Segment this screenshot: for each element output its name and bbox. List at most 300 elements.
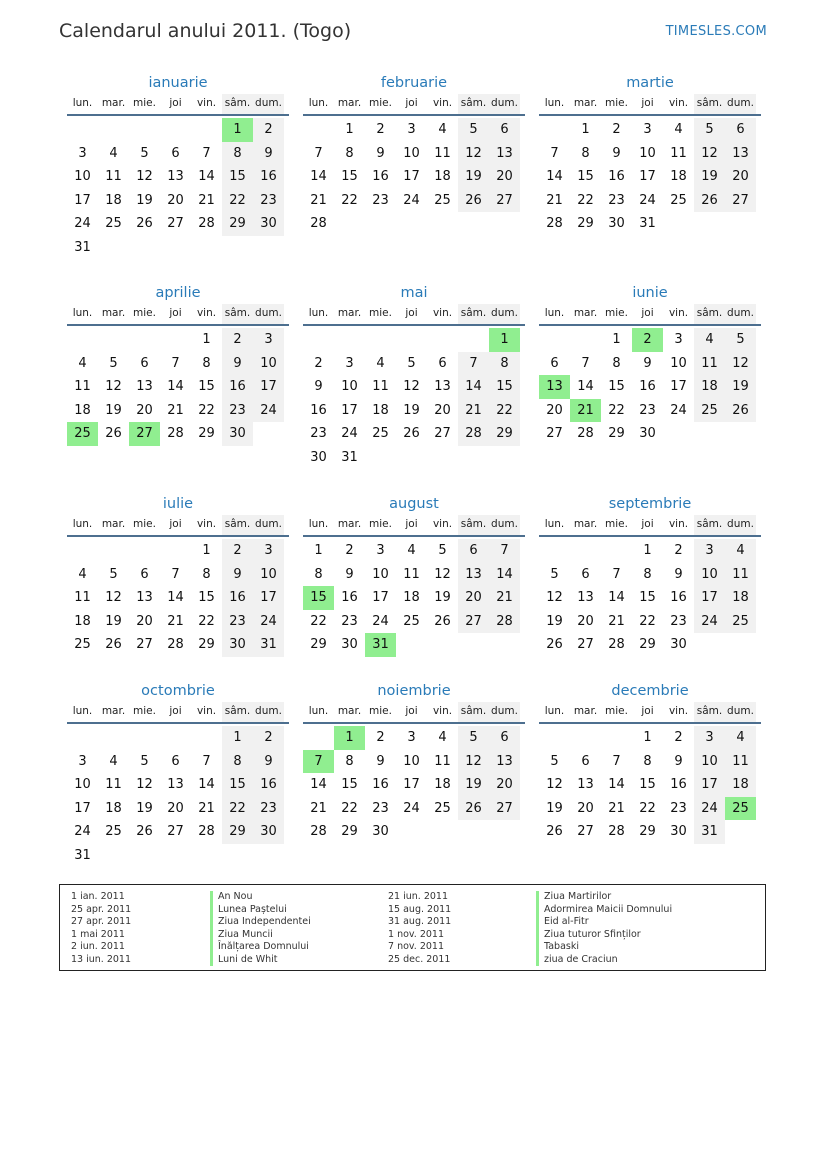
empty-cell xyxy=(539,118,570,142)
weekday-label: vin. xyxy=(196,307,217,319)
day-cell: 23 xyxy=(372,800,389,816)
weekday-label: lun. xyxy=(308,307,329,319)
day-cell: 28 xyxy=(458,422,489,446)
day-cell: 22 xyxy=(341,192,358,208)
day-cell: 5 xyxy=(550,753,559,769)
day-cell: 26 xyxy=(725,399,756,423)
day-cell: 8 xyxy=(643,753,652,769)
weekday-header xyxy=(303,94,525,116)
week-row xyxy=(303,399,525,423)
day-cell: 16 xyxy=(310,402,327,418)
weekday-label: vin. xyxy=(432,97,453,109)
day-cell: 28 xyxy=(577,426,594,442)
legend-names-right xyxy=(536,891,672,966)
day-cell: 15 xyxy=(198,590,215,606)
day-cell: 26 xyxy=(458,189,489,213)
day-cell: 15 xyxy=(341,777,358,793)
weekday-label: sâm. xyxy=(222,304,253,324)
week-row xyxy=(303,446,525,470)
week-row xyxy=(67,844,289,868)
day-cell: 27 xyxy=(577,637,594,653)
day-cell: 8 xyxy=(612,355,621,371)
empty-cell xyxy=(98,844,129,868)
day-cell: 30 xyxy=(670,824,687,840)
legend-date: 2 iun. 2011 xyxy=(71,941,125,952)
month-name: mai xyxy=(400,285,428,301)
legend-holiday-name: Înălțarea Domnului xyxy=(210,941,311,954)
month-august xyxy=(303,493,525,657)
day-cell: 10 xyxy=(253,563,284,587)
week-row xyxy=(539,633,761,657)
day-cell: 2 xyxy=(222,328,253,352)
empty-cell xyxy=(253,422,284,446)
day-cell: 29 xyxy=(608,426,625,442)
week-row xyxy=(303,633,525,657)
weekday-label: mar. xyxy=(101,705,126,717)
month-name: octombrie xyxy=(141,683,215,699)
week-row xyxy=(67,189,289,213)
weekday-label: sâm. xyxy=(222,515,253,535)
weekday-header xyxy=(539,304,761,326)
page-title: Calendarul anului 2011. (Togo) xyxy=(59,20,352,42)
day-cell: 9 xyxy=(253,750,284,774)
legend-date: 25 dec. 2011 xyxy=(388,953,451,965)
day-cell: 30 xyxy=(222,422,253,446)
day-cell: 22 xyxy=(198,613,215,629)
empty-cell xyxy=(396,328,427,352)
week-row xyxy=(67,212,289,236)
day-cell: 3 xyxy=(643,122,652,137)
day-cell: 10 xyxy=(694,563,725,587)
week-row xyxy=(303,328,525,352)
day-cell: 28 xyxy=(546,216,563,232)
day-cell: 19 xyxy=(546,800,563,816)
weekday-label: lun. xyxy=(308,705,329,717)
day-cell: 16 xyxy=(341,590,358,606)
day-cell: 24 xyxy=(74,216,91,232)
day-cell: 18 xyxy=(434,777,451,793)
empty-cell xyxy=(253,844,284,868)
day-cell: 16 xyxy=(639,379,656,395)
weekday-label: vin. xyxy=(196,705,217,717)
day-cell: 29 xyxy=(489,422,520,446)
day-cell: 12 xyxy=(458,750,489,774)
empty-cell xyxy=(601,726,632,750)
day-cell: 21 xyxy=(310,192,327,208)
day-cell: 23 xyxy=(639,402,656,418)
day-cell: 12 xyxy=(694,142,725,166)
week-row xyxy=(67,586,289,610)
day-cell: 20 xyxy=(167,192,184,208)
day-cell: 19 xyxy=(546,613,563,629)
empty-cell xyxy=(725,820,756,844)
weekday-label: sâm. xyxy=(694,94,725,114)
day-cell: 6 xyxy=(489,726,520,750)
weekday-header xyxy=(303,702,525,724)
month-name: august xyxy=(389,496,439,512)
empty-cell xyxy=(396,446,427,470)
week-row xyxy=(67,352,289,376)
day-cell: 9 xyxy=(643,355,652,371)
week-row xyxy=(67,165,289,189)
week-row xyxy=(67,236,289,260)
weekday-label: mie. xyxy=(369,307,392,319)
day-cell: 28 xyxy=(608,637,625,653)
day-cell: 2 xyxy=(314,355,323,371)
day-cell: 25 xyxy=(434,192,451,208)
day-cell: 1 xyxy=(202,543,211,558)
day-cell: 5 xyxy=(140,753,149,769)
empty-cell xyxy=(396,633,427,657)
day-cell: 19 xyxy=(136,800,153,816)
day-cell: 30 xyxy=(253,212,284,236)
week-row xyxy=(67,773,289,797)
weekday-label: sâm. xyxy=(458,94,489,114)
week-row xyxy=(303,118,525,142)
weekday-header xyxy=(303,304,525,326)
day-cell: 5 xyxy=(140,145,149,161)
day-cell: 7 xyxy=(171,566,180,582)
month-name: februarie xyxy=(380,75,448,91)
empty-cell xyxy=(160,726,191,750)
day-cell: 21 xyxy=(608,800,625,816)
day-cell: 10 xyxy=(403,145,420,161)
weekday-label: joi xyxy=(641,705,654,717)
day-cell: 21 xyxy=(167,613,184,629)
day-cell: 10 xyxy=(403,753,420,769)
day-cell: 26 xyxy=(546,637,563,653)
day-cell: 31 xyxy=(341,449,358,465)
weekday-label: joi xyxy=(641,97,654,109)
day-cell: 3 xyxy=(78,145,87,161)
empty-cell xyxy=(160,328,191,352)
day-cell: 6 xyxy=(171,145,180,161)
weekday-header xyxy=(539,702,761,724)
day-cell: 15 xyxy=(639,777,656,793)
legend-holiday-name: Ziua tuturor Sfinților xyxy=(536,929,672,942)
empty-cell xyxy=(539,726,570,750)
weekday-label: mar. xyxy=(573,97,598,109)
week-row xyxy=(539,610,761,634)
empty-cell xyxy=(539,328,570,352)
day-cell: 1 xyxy=(222,726,253,750)
empty-cell xyxy=(489,633,520,657)
day-cell: 23 xyxy=(372,192,389,208)
month-name: septembrie xyxy=(608,496,692,512)
weekday-label: sâm. xyxy=(458,304,489,324)
legend-holiday-name: Ziua Independentei xyxy=(210,916,311,929)
holiday-day-cell: 21 xyxy=(570,399,601,423)
day-cell: 3 xyxy=(78,753,87,769)
week-row xyxy=(67,750,289,774)
day-cell: 17 xyxy=(403,169,420,185)
day-cell: 24 xyxy=(253,399,284,423)
day-cell: 17 xyxy=(253,375,284,399)
day-cell: 18 xyxy=(372,402,389,418)
day-cell: 16 xyxy=(222,375,253,399)
day-cell: 6 xyxy=(140,355,149,371)
day-cell: 19 xyxy=(403,402,420,418)
week-row xyxy=(303,539,525,563)
empty-cell xyxy=(489,820,520,844)
day-cell: 23 xyxy=(253,797,284,821)
day-cell: 13 xyxy=(725,142,756,166)
week-row xyxy=(303,212,525,236)
weekday-label: dum. xyxy=(725,94,756,114)
day-cell: 17 xyxy=(74,800,91,816)
day-cell: 11 xyxy=(74,590,91,606)
day-cell: 5 xyxy=(438,543,447,558)
empty-cell xyxy=(458,212,489,236)
weekday-label: lun. xyxy=(544,705,565,717)
day-cell: 16 xyxy=(670,777,687,793)
day-cell: 9 xyxy=(253,142,284,166)
weekday-label: mar. xyxy=(573,705,598,717)
day-cell: 16 xyxy=(253,773,284,797)
month-aprilie xyxy=(67,282,289,446)
weekday-label: joi xyxy=(405,705,418,717)
empty-cell xyxy=(694,212,725,236)
day-cell: 12 xyxy=(105,379,122,395)
day-cell: 6 xyxy=(171,753,180,769)
day-cell: 30 xyxy=(670,637,687,653)
weekday-label: joi xyxy=(169,705,182,717)
empty-cell xyxy=(396,820,427,844)
day-cell: 18 xyxy=(105,800,122,816)
day-cell: 7 xyxy=(612,566,621,582)
day-cell: 21 xyxy=(310,800,327,816)
day-cell: 14 xyxy=(458,375,489,399)
day-cell: 22 xyxy=(222,189,253,213)
week-row xyxy=(539,352,761,376)
day-cell: 29 xyxy=(198,637,215,653)
day-cell: 20 xyxy=(546,402,563,418)
day-cell: 20 xyxy=(577,613,594,629)
day-cell: 7 xyxy=(489,539,520,563)
day-cell: 9 xyxy=(222,352,253,376)
day-cell: 23 xyxy=(670,800,687,816)
weekday-label: dum. xyxy=(725,304,756,324)
month-name: noiembrie xyxy=(377,683,451,699)
day-cell: 14 xyxy=(608,777,625,793)
day-cell: 22 xyxy=(577,192,594,208)
day-cell: 22 xyxy=(198,402,215,418)
day-cell: 12 xyxy=(136,777,153,793)
week-row xyxy=(67,375,289,399)
empty-cell xyxy=(334,328,365,352)
week-row xyxy=(67,633,289,657)
day-cell: 30 xyxy=(310,449,327,465)
week-row xyxy=(539,375,761,399)
day-cell: 9 xyxy=(345,566,354,582)
day-cell: 23 xyxy=(222,399,253,423)
day-cell: 7 xyxy=(171,355,180,371)
day-cell: 9 xyxy=(222,563,253,587)
day-cell: 4 xyxy=(438,730,447,745)
empty-cell xyxy=(303,118,334,142)
legend-date: 13 iun. 2011 xyxy=(71,953,132,965)
day-cell: 3 xyxy=(694,539,725,563)
weekday-label: mar. xyxy=(573,518,598,530)
empty-cell xyxy=(725,422,756,446)
legend-date: 1 nov. 2011 xyxy=(388,928,444,940)
day-cell: 24 xyxy=(403,192,420,208)
day-cell: 16 xyxy=(372,777,389,793)
weekday-header xyxy=(539,94,761,116)
day-cell: 12 xyxy=(725,352,756,376)
day-cell: 10 xyxy=(74,169,91,185)
empty-cell xyxy=(663,422,694,446)
day-cell: 11 xyxy=(74,379,91,395)
empty-cell xyxy=(570,539,601,563)
day-cell: 13 xyxy=(136,379,153,395)
day-cell: 1 xyxy=(612,332,621,347)
empty-cell xyxy=(67,118,98,142)
weekday-label: mie. xyxy=(369,518,392,530)
day-cell: 20 xyxy=(577,800,594,816)
day-cell: 9 xyxy=(674,753,683,769)
day-cell: 22 xyxy=(489,399,520,423)
day-cell: 18 xyxy=(74,402,91,418)
legend-date: 21 iun. 2011 xyxy=(388,891,449,902)
day-cell: 24 xyxy=(372,613,389,629)
weekday-label: joi xyxy=(641,307,654,319)
month-mai xyxy=(303,282,525,470)
month-martie xyxy=(539,72,761,236)
day-cell: 2 xyxy=(376,122,385,137)
day-cell: 20 xyxy=(458,586,489,610)
day-cell: 19 xyxy=(725,375,756,399)
legend-dates-right xyxy=(388,891,451,966)
day-cell: 8 xyxy=(314,566,323,582)
empty-cell xyxy=(663,212,694,236)
day-cell: 15 xyxy=(577,169,594,185)
day-cell: 5 xyxy=(109,566,118,582)
day-cell: 11 xyxy=(434,145,451,161)
day-cell: 6 xyxy=(725,118,756,142)
day-cell: 30 xyxy=(372,824,389,840)
legend-date: 1 mai 2011 xyxy=(71,928,125,940)
empty-cell xyxy=(489,212,520,236)
day-cell: 22 xyxy=(639,800,656,816)
weekday-label: sâm. xyxy=(694,702,725,722)
day-cell: 3 xyxy=(694,726,725,750)
weekday-label: dum. xyxy=(489,702,520,722)
weekday-label: mar. xyxy=(337,97,362,109)
brand-link[interactable]: TIMESLES.COM xyxy=(665,24,767,39)
day-cell: 30 xyxy=(341,637,358,653)
day-cell: 16 xyxy=(253,165,284,189)
day-cell: 2 xyxy=(345,543,354,558)
day-cell: 30 xyxy=(608,216,625,232)
day-cell: 21 xyxy=(167,402,184,418)
day-cell: 19 xyxy=(105,402,122,418)
day-cell: 31 xyxy=(639,216,656,232)
week-row xyxy=(539,422,761,446)
day-cell: 10 xyxy=(372,566,389,582)
day-cell: 27 xyxy=(546,426,563,442)
legend-holiday-name: Adormirea Maicii Domnului xyxy=(536,904,672,917)
day-cell: 14 xyxy=(167,590,184,606)
day-cell: 26 xyxy=(105,426,122,442)
empty-cell xyxy=(570,328,601,352)
empty-cell xyxy=(253,236,284,260)
holiday-day-cell: 25 xyxy=(67,422,98,446)
week-row xyxy=(303,610,525,634)
week-row xyxy=(67,797,289,821)
weekday-label: lun. xyxy=(72,307,93,319)
day-cell: 1 xyxy=(314,543,323,558)
weekday-header xyxy=(303,515,525,537)
day-cell: 25 xyxy=(670,192,687,208)
day-cell: 12 xyxy=(458,142,489,166)
day-cell: 5 xyxy=(550,566,559,582)
week-row xyxy=(539,750,761,774)
empty-cell xyxy=(129,844,160,868)
holiday-day-cell: 2 xyxy=(632,328,663,352)
weekday-label: mar. xyxy=(337,307,362,319)
day-cell: 29 xyxy=(310,637,327,653)
day-cell: 30 xyxy=(639,426,656,442)
empty-cell xyxy=(539,539,570,563)
weekday-label: sâm. xyxy=(694,304,725,324)
weekday-label: mar. xyxy=(573,307,598,319)
weekday-label: lun. xyxy=(72,705,93,717)
empty-cell xyxy=(458,633,489,657)
day-cell: 27 xyxy=(167,824,184,840)
day-cell: 25 xyxy=(74,637,91,653)
day-cell: 10 xyxy=(74,777,91,793)
weekday-label: dum. xyxy=(253,515,284,535)
week-row xyxy=(303,586,525,610)
day-cell: 25 xyxy=(105,216,122,232)
weekday-label: mar. xyxy=(101,518,126,530)
day-cell: 13 xyxy=(434,379,451,395)
day-cell: 1 xyxy=(202,332,211,347)
week-row xyxy=(539,563,761,587)
day-cell: 17 xyxy=(639,169,656,185)
weekday-label: vin. xyxy=(432,518,453,530)
day-cell: 17 xyxy=(694,773,725,797)
legend-holiday-name: Luni de Whit xyxy=(210,954,311,967)
weekday-label: joi xyxy=(405,307,418,319)
day-cell: 29 xyxy=(341,824,358,840)
day-cell: 7 xyxy=(202,145,211,161)
empty-cell xyxy=(98,236,129,260)
week-row xyxy=(539,189,761,213)
empty-cell xyxy=(98,118,129,142)
weekday-label: mie. xyxy=(133,307,156,319)
day-cell: 8 xyxy=(222,750,253,774)
day-cell: 21 xyxy=(198,192,215,208)
legend-holiday-name: Tabaski xyxy=(536,941,672,954)
day-cell: 17 xyxy=(694,586,725,610)
day-cell: 26 xyxy=(105,637,122,653)
weekday-label: sâm. xyxy=(458,702,489,722)
empty-cell xyxy=(129,726,160,750)
empty-cell xyxy=(67,726,98,750)
empty-cell xyxy=(725,633,756,657)
weekday-label: dum. xyxy=(725,515,756,535)
day-cell: 26 xyxy=(136,216,153,232)
day-cell: 4 xyxy=(78,566,87,582)
month-name: ianuarie xyxy=(148,75,208,91)
holiday-day-cell: 25 xyxy=(725,797,756,821)
month-name: aprilie xyxy=(155,285,201,301)
week-row xyxy=(539,212,761,236)
day-cell: 28 xyxy=(489,610,520,634)
day-cell: 2 xyxy=(674,543,683,558)
